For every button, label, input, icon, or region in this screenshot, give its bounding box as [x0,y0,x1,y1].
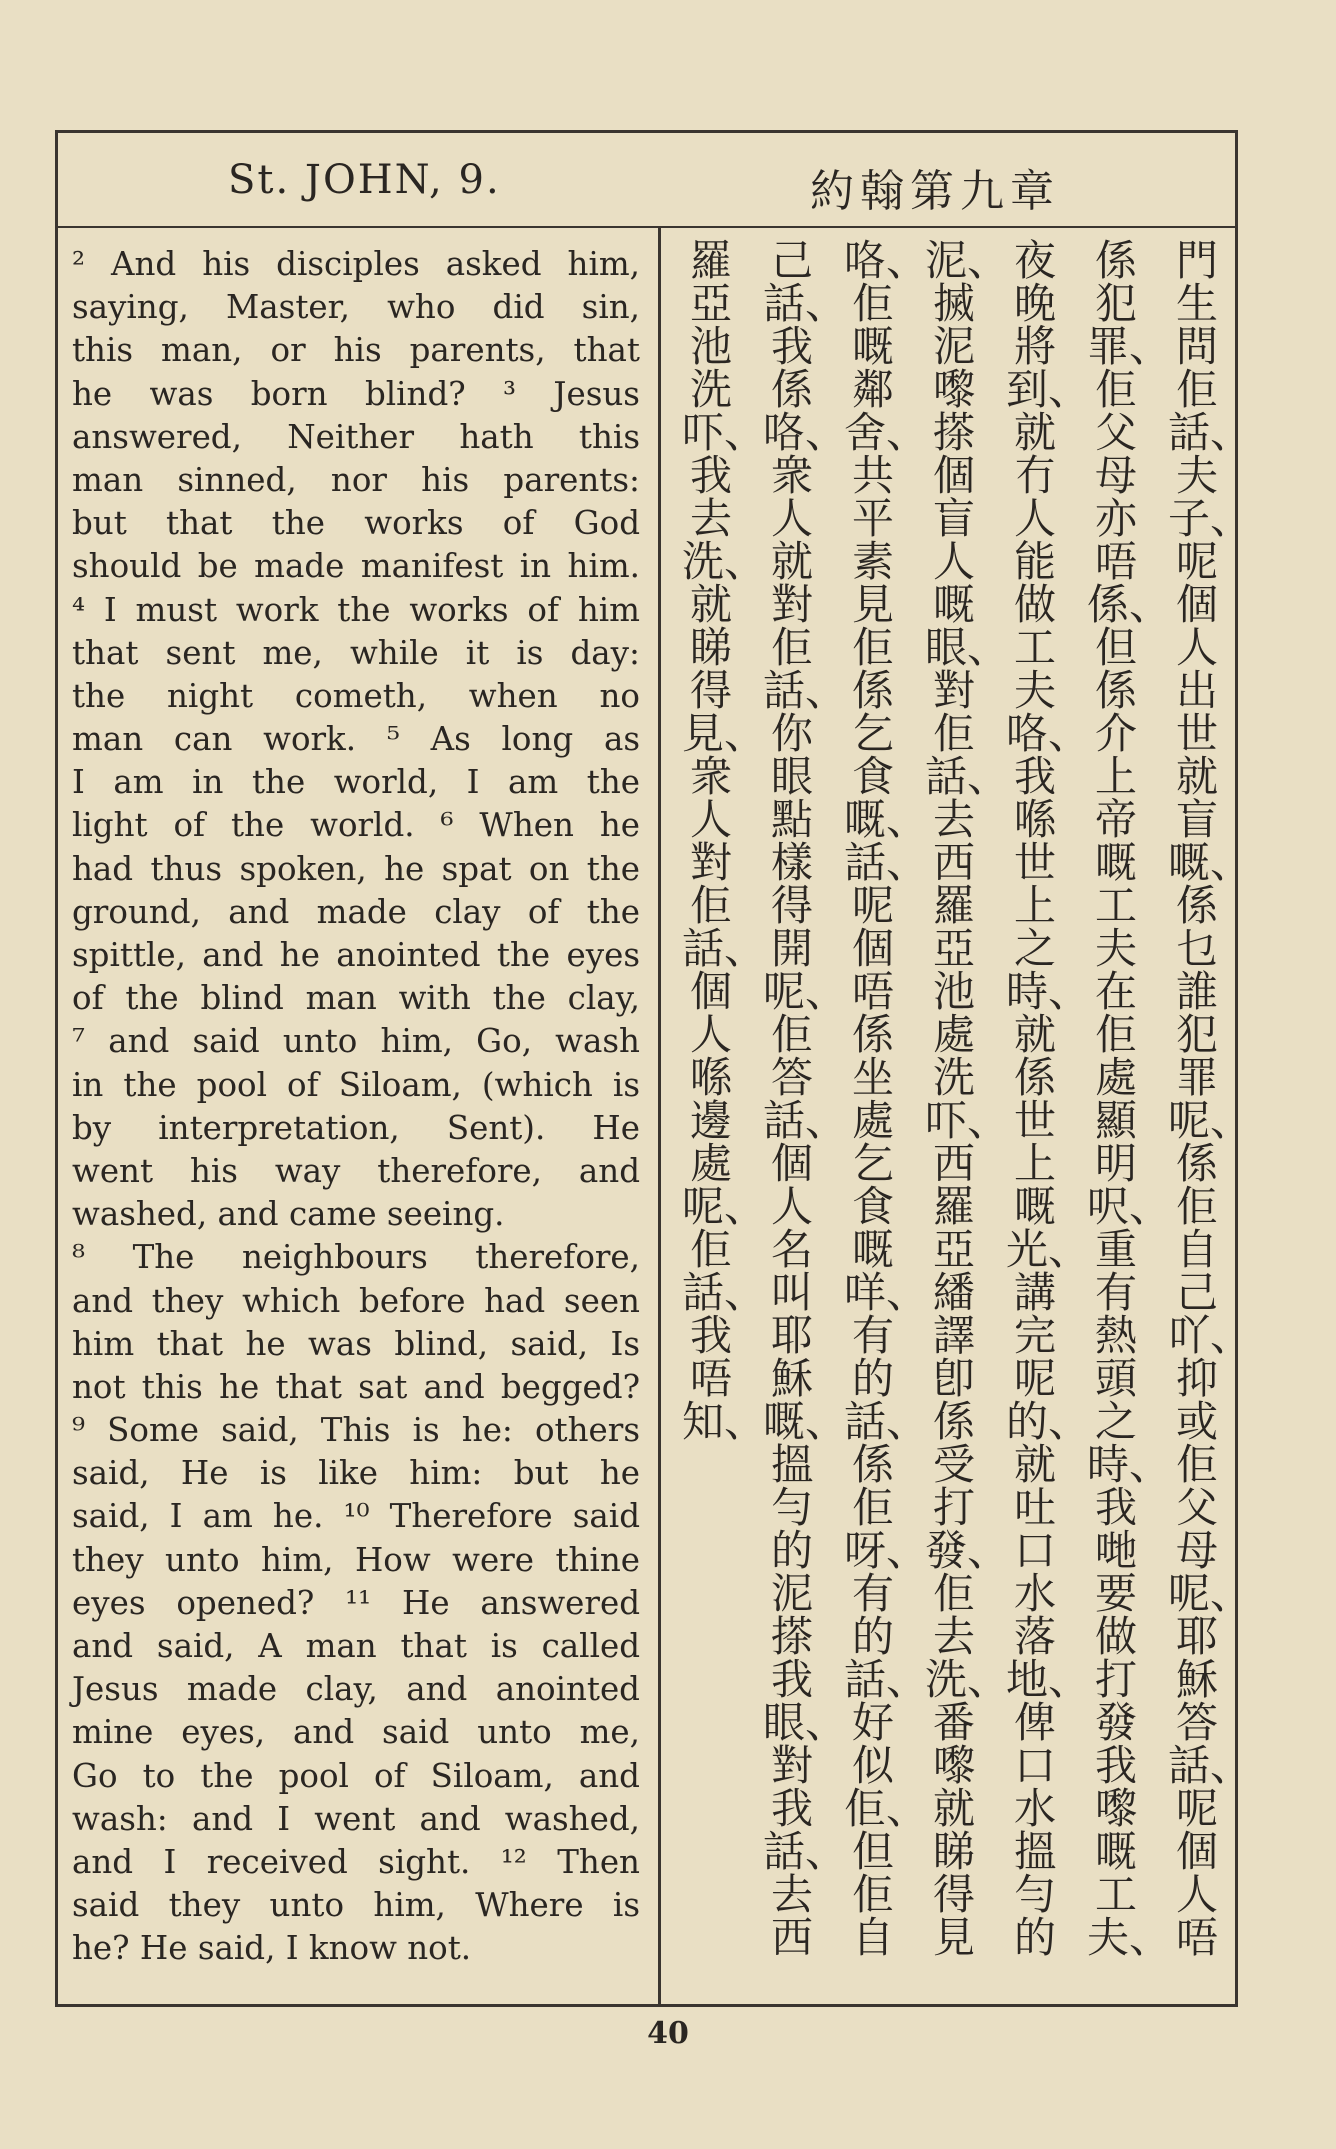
english-line: ⁸ The neighbours therefore, [72,1238,640,1277]
english-line: not this he that sat and begged? [72,1367,640,1406]
english-line: this man, or his parents, that [72,331,640,370]
page-frame [55,130,1253,2007]
english-line: man sinned, nor his parents: [72,460,640,499]
english-line: ground, and made clay of the [72,892,640,931]
english-line: eyes opened? ¹¹ He answered [72,1583,640,1622]
english-line: they unto him, How were thine [72,1540,640,1579]
chinese-vertical-column: 羅亞池洗吓、我去洗、就睇得見、衆人對佢話、個人喺邊處呢、佢話、我唔知、 [682,236,767,1446]
english-line: answered, Neither hath this [72,417,640,456]
english-line: ⁷ and said unto him, Go, wash [72,1022,640,1061]
column-divider [658,228,661,2004]
english-line: and said, A man that is called [72,1627,640,1665]
chinese-text-column [678,236,1253,1999]
english-line: that sent me, while it is day: [72,633,640,672]
english-line: had thus spoken, he spat on the [72,849,640,888]
english-line: ⁴ I must work the works of him [72,590,640,629]
english-line: said, I am he. ¹⁰ Therefore said [72,1497,640,1536]
chinese-vertical-column: 泥、搣泥嚟搽個盲人嘅眼、對佢話、去西羅亞池處洗吓、西羅亞繙譯卽係受打發、佢去洗、番嚟就睇得見 [925,236,1010,1962]
running-header [58,133,1235,228]
english-header-title: St. JOHN, 9. [228,157,501,203]
english-line: he was born blind? ³ Jesus [72,374,640,413]
english-line: Jesus made clay, and anointed [72,1670,640,1709]
chinese-vertical-column: 己話、我係咯、衆人就對佢話、你眼點樣得開呢、佢答話、個人名叫耶穌嘅、搵勻的泥搽我眼、對我話、去西 [763,236,848,1962]
english-line: by interpretation, Sent). He [72,1108,640,1147]
english-line: spittle, and he anointed the eyes [72,936,640,974]
english-line: saying, Master, who did sin, [72,288,640,327]
english-line: mine eyes, and said unto me, [72,1713,640,1752]
english-line: went his way therefore, and [72,1151,640,1190]
english-line: but that the works of God [72,504,640,543]
english-line: and I received sight. ¹² Then [72,1842,640,1881]
english-text-column [72,243,640,1971]
english-line: should be made manifest in him. [72,547,640,586]
english-line: of the blind man with the clay, [72,979,640,1018]
english-line: him that he was blind, said, Is [72,1324,640,1363]
english-line: light of the world. ⁶ When he [72,806,640,845]
english-line: he? He said, I know not. [72,1929,472,1968]
english-line: washed, and came seeing. [72,1195,505,1234]
page-number: 40 [647,2016,689,2051]
chinese-vertical-column: 咯、佢嘅鄰舍、共平素見佢係乞食嘅、話、呢個唔係坐處乞食嘅咩、有的話、係佢呀、有的話、好似佢、但佢自 [844,236,929,1962]
english-line: man can work. ⁵ As long as [72,720,640,759]
english-line: in the pool of Siloam, (which is [72,1065,640,1104]
chinese-vertical-column: 門生問佢話、夫子、呢個人出世就盲嘅、係乜誰犯罪呢、係佢自己吖、抑或佢父母呢、耶穌答話、呢個人唔 [1168,236,1253,1962]
chinese-vertical-column: 夜晚將到、就冇人能做工夫咯、我喺世上之時、就係世上嘅光、講完呢的、就吐口水落地、俾口水搵勻的 [1006,236,1091,1962]
english-line: ² And his disciples asked him, [72,245,640,283]
chinese-header-title: 約翰第九章 [810,166,1060,217]
english-line: Go to the pool of Siloam, and [72,1756,640,1795]
english-line: said, He is like him: but he [72,1454,640,1493]
english-line: I am in the world, I am the [72,763,640,802]
english-line: wash: and I went and washed, [72,1799,640,1838]
english-line: the night cometh, when no [72,676,640,715]
chinese-vertical-column: 係犯罪、佢父母亦唔係、但係介上帝嘅工夫在佢處顯明呎、重有熱頭之時、我哋要做打發我嚟嘅工夫、 [1087,236,1172,1962]
english-line: said they unto him, Where is [72,1886,640,1925]
english-line: ⁹ Some said, This is he: others [72,1411,640,1450]
english-line: and they which before had seen [72,1281,640,1320]
